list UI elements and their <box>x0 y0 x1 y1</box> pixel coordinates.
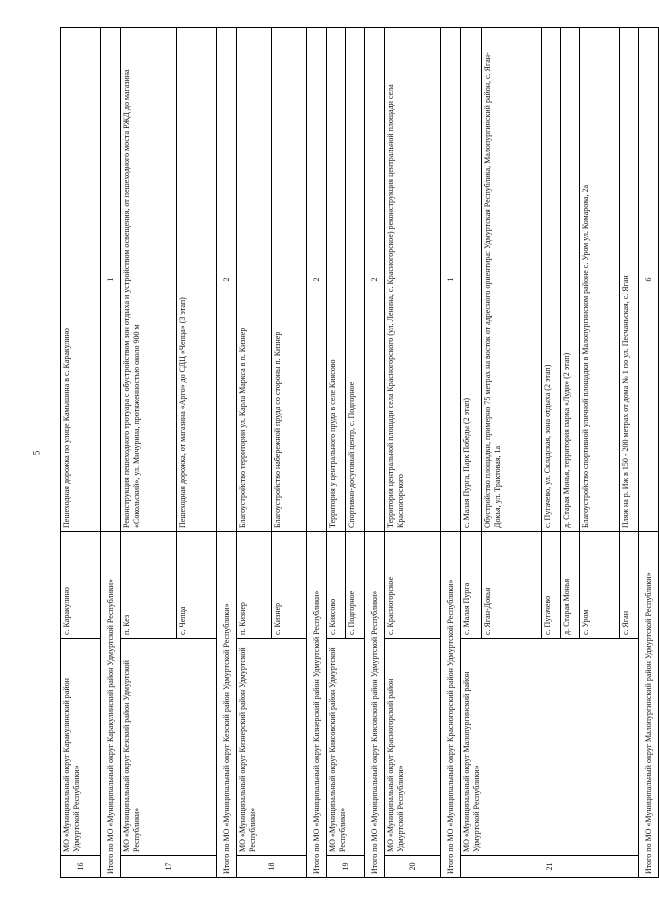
total-label: Итого по МО «Муниципальный округ Малопургинский район Удмуртской Республики» <box>639 532 659 878</box>
table-row <box>121 28 177 878</box>
table-row <box>327 28 346 878</box>
object-cell: Спортивно-досуговый центр, с. Подгорное <box>346 28 365 532</box>
object-cell: Обустройство площадки, примерно 75 метрах на восток от адресного ориентира: Удмуртская Республика, Малопургинский район, с. Яган-Докья, ул. Трактовая, 1а <box>482 28 542 532</box>
settlement-cell: с. Чепца <box>177 532 217 639</box>
settlement-cell: с. Кизнер <box>272 532 307 639</box>
total-label: Итого по МО «Муниципальный округ Кезский район Удмуртской Республики» <box>217 532 237 878</box>
total-row <box>307 28 327 878</box>
total-label: Итого по МО «Муниципальный округ Каракулинский район Удмуртской Республики» <box>101 532 121 878</box>
total-row <box>639 28 659 878</box>
table-row <box>385 28 441 878</box>
settlement-cell: с. Яган <box>620 532 639 639</box>
municipality-cell: МО «Муниципальный округ Малопургинский район Удмуртской Республики» <box>461 639 639 856</box>
object-cell: Территория центральной площади села Красногорского (ул. Ленина, с. Красногорское) реконструкция центральной площади села Красногорского <box>385 28 441 532</box>
total-count: 1 <box>101 28 121 532</box>
object-cell: с. Пугачево, ул. Складская, зона отдыха (2 этап) <box>542 28 561 532</box>
settlement-cell: д. Старая Монья <box>561 532 580 639</box>
total-count: 2 <box>307 28 327 532</box>
row-number: 18 <box>237 856 307 878</box>
total-label: Итого по МО «Муниципальный округ Кизнерский район Удмуртской Республики» <box>307 532 327 878</box>
settlement-cell: с. Подгорное <box>346 532 365 639</box>
settlement-cell: с. Каракулино <box>61 532 101 639</box>
settlement-cell: с. Киясово <box>327 532 346 639</box>
total-count: 2 <box>365 28 385 532</box>
total-row <box>365 28 385 878</box>
municipality-cell: МО «Муниципальный округ Каракулинский район Удмуртской Республики» <box>61 639 101 856</box>
rotated-table-wrapper <box>60 28 653 878</box>
settlement-cell: с. Уром <box>580 532 620 639</box>
settlement-cell: п. Кез <box>121 532 177 639</box>
object-cell: Пешеходная дорожка по улице Камышина в с. Каракулино <box>61 28 101 532</box>
total-row <box>441 28 461 878</box>
municipality-cell: МО «Муниципальный округ Киясовский район Удмуртской Республики» <box>327 639 365 856</box>
object-cell: Благоустройство спортивной уличной площадки в Малопургинском районе с. Уром ул. Комарова, 2а <box>580 28 620 532</box>
settlement-cell: с. Яган-Докья <box>482 532 542 639</box>
object-cell: Пляж на р. Иж в 150 - 200 метрах от дома № 1 по ул. Песчаньская, с. Яган <box>620 28 639 532</box>
total-label: Итого по МО «Муниципальный округ Киясовский район Удмуртской Республики» <box>365 532 385 878</box>
table-body <box>61 28 659 878</box>
total-row <box>217 28 237 878</box>
total-count: 6 <box>639 28 659 532</box>
object-cell: д. Старая Монья, территория парка «Луди» (2 этап) <box>561 28 580 532</box>
settlement-cell: с. Пугачево <box>542 532 561 639</box>
table-row <box>61 28 101 878</box>
row-number: 20 <box>385 856 441 878</box>
municipality-cell: МО «Муниципальный округ Кизнерский район Удмуртской Республики» <box>237 639 307 856</box>
total-label: Итого по МО «Муниципальный округ Красногорский район Удмуртской Республики» <box>441 532 461 878</box>
object-cell: Благоустройство территории ул. Карла Маркса в п. Кизнер <box>237 28 272 532</box>
row-number: 17 <box>121 856 217 878</box>
settlement-cell: с. Малая Пурга <box>461 532 482 639</box>
objects-table <box>60 27 659 878</box>
page-number: 5 <box>31 450 42 456</box>
row-number: 16 <box>61 856 101 878</box>
object-cell: Благоустройство набережной пруда со стороны п. Кизнер <box>272 28 307 532</box>
settlement-cell: п. Кизнер <box>237 532 272 639</box>
object-cell: Реконструкция пешеходного тротуара с обустройством зон отдыха и устройством освещения, от пешеходного моста РЖД до магазина «Сокольский», ул. Мичурина, протяженностью около 900 м <box>121 28 177 532</box>
object-cell: Территория у центрального пруда в селе Киясово <box>327 28 346 532</box>
table-row <box>237 28 272 878</box>
municipality-cell: МО «Муниципальный округ Кезский район Удмуртской Республики» <box>121 639 217 856</box>
total-count: 2 <box>217 28 237 532</box>
total-count: 1 <box>441 28 461 532</box>
settlement-cell: с. Красногорское <box>385 532 441 639</box>
table-row <box>461 28 482 878</box>
total-row <box>101 28 121 878</box>
municipality-cell: МО «Муниципальный округ Красногорский район Удмуртской Республики» <box>385 639 441 856</box>
row-number: 21 <box>461 856 639 878</box>
row-number: 19 <box>327 856 365 878</box>
object-cell: Пешеходная дорожка, от магазина «Арго» до СДЦ «Чепца» (3 этап) <box>177 28 217 532</box>
object-cell: с. Малая Пурга, Парк Победы (2 этап) <box>461 28 482 532</box>
